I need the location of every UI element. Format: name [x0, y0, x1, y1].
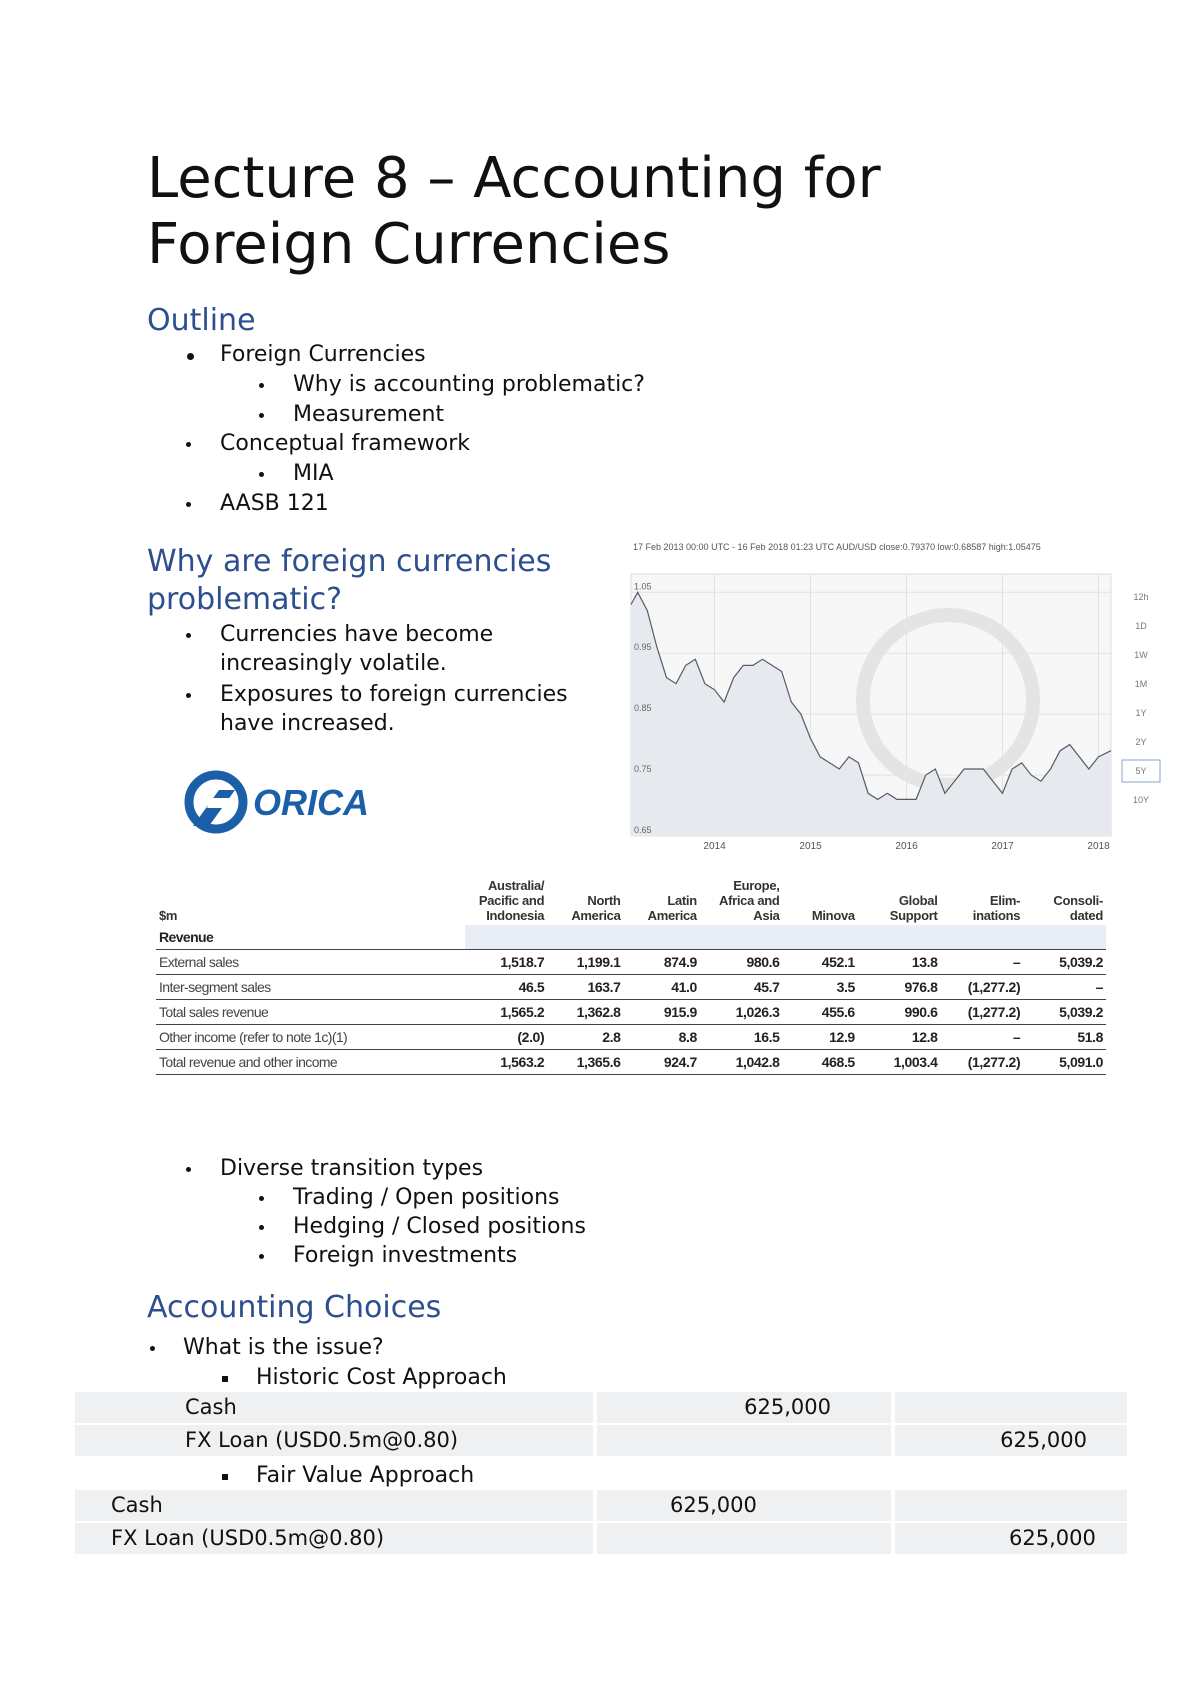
table-cell: 980.6: [700, 950, 783, 975]
x-tick-label: 2017: [991, 841, 1014, 852]
table-cell: (1,277.2): [941, 1000, 1024, 1025]
page-title: Lecture 8 – Accounting for Foreign Currencies: [147, 146, 881, 277]
x-tick-label: 2018: [1087, 841, 1110, 852]
col-header: $m: [159, 908, 178, 923]
bullet-icon: [186, 633, 191, 638]
range-button[interactable]: 12h: [1133, 592, 1149, 602]
why-item: Exposures to foreign currencies have increased.: [220, 682, 568, 736]
outline-item: AASB 121: [220, 491, 329, 516]
table-cell: 16.5: [700, 1025, 783, 1050]
table-cell: 915.9: [624, 1000, 700, 1025]
table-cell: 46.5: [465, 975, 548, 1000]
journal-account: Cash: [111, 1493, 163, 1517]
chart-caption: 17 Feb 2013 00:00 UTC - 16 Feb 2018 01:23 UTC AUD/USD close:0.79370 low:0.68587 high:1.05475: [633, 542, 1041, 552]
table-cell: –: [941, 950, 1024, 975]
table-row: [156, 975, 1106, 1000]
table-row: [156, 1025, 1106, 1050]
bullet-icon: [222, 1474, 228, 1480]
row-label: Total sales revenue: [156, 1000, 465, 1025]
bullet-icon: [187, 353, 194, 360]
transition-subitem: Hedging / Closed positions: [293, 1214, 586, 1239]
outline-subitem: MIA: [293, 461, 334, 486]
table-cell: 1,365.6: [547, 1050, 623, 1075]
table-cell: 45.7: [700, 975, 783, 1000]
table-cell: 1,565.2: [465, 1000, 548, 1025]
bullet-icon: [222, 1376, 228, 1382]
table-cell: (2.0): [465, 1025, 548, 1050]
table-cell: 5,039.2: [1023, 1000, 1106, 1025]
table-cell: 1,003.4: [858, 1050, 941, 1075]
outline-item: Conceptual framework: [220, 431, 470, 456]
table-cell: 5,091.0: [1023, 1050, 1106, 1075]
row-label: Inter-segment sales: [156, 975, 465, 1000]
table-cell: 1,042.8: [700, 1050, 783, 1075]
table-cell: 12.9: [783, 1025, 858, 1050]
table-cell: (1,277.2): [941, 975, 1024, 1000]
range-button[interactable]: 10Y: [1132, 795, 1150, 805]
table-cell: 13.8: [858, 950, 941, 975]
range-button[interactable]: 1W: [1134, 650, 1148, 660]
journal-account: FX Loan (USD0.5m@0.80): [185, 1428, 459, 1452]
col-header: Elim-inations: [972, 893, 1021, 923]
table-cell: 1,362.8: [547, 1000, 623, 1025]
transition-item: Diverse transition types: [220, 1156, 484, 1181]
table-cell: 990.6: [858, 1000, 941, 1025]
bullet-icon: [186, 1167, 191, 1172]
table-cell: 2.8: [547, 1025, 623, 1050]
table-cell: 1,199.1: [547, 950, 623, 975]
col-header: Consoli-dated: [1053, 893, 1103, 923]
bullet-icon: [259, 1196, 264, 1201]
range-button[interactable]: 5Y: [1135, 766, 1147, 776]
range-button[interactable]: 1Y: [1135, 708, 1147, 718]
fair-value-approach: Fair Value Approach: [256, 1463, 475, 1488]
table-cell: 874.9: [624, 950, 700, 975]
y-tick-label: 1.05: [634, 581, 652, 592]
col-header: Minova: [811, 908, 855, 923]
range-button[interactable]: 1D: [1135, 621, 1147, 631]
orica-wordmark: ORICA: [253, 782, 369, 823]
journal-account: Cash: [185, 1395, 237, 1419]
orica-logo: [183, 768, 393, 838]
journal-debit: 625,000: [744, 1395, 831, 1419]
col-header: Australia/ Pacific and Indonesia: [478, 878, 545, 923]
journal-row: [75, 1490, 1127, 1521]
fx-chart: [628, 570, 1173, 855]
table-cell: (1,277.2): [941, 1050, 1024, 1075]
table-cell: 41.0: [624, 975, 700, 1000]
table-row: [156, 1050, 1106, 1075]
table-cell: 163.7: [547, 975, 623, 1000]
segment-table: [156, 878, 1106, 1075]
bullet-icon: [259, 383, 264, 388]
bullet-icon: [186, 502, 191, 507]
range-button[interactable]: 1M: [1134, 679, 1148, 689]
transition-subitem: Trading / Open positions: [293, 1185, 560, 1210]
journal-credit: 625,000: [1000, 1428, 1087, 1452]
table-cell: 51.8: [1023, 1025, 1106, 1050]
outline-heading: Outline: [147, 303, 256, 338]
orica-emblem-icon: [183, 768, 393, 838]
journal-row: [75, 1392, 1127, 1423]
transition-subitem: Foreign investments: [293, 1243, 518, 1268]
table-cell: 468.5: [783, 1050, 858, 1075]
bullet-icon: [186, 442, 191, 447]
why-heading: Why are foreign currencies problematic?: [147, 544, 552, 617]
choice-question: What is the issue?: [183, 1335, 384, 1360]
journal-credit: 625,000: [1009, 1526, 1096, 1550]
table-cell: 1,026.3: [700, 1000, 783, 1025]
bullet-icon: [259, 472, 264, 477]
section-label: Revenue: [156, 925, 465, 950]
bullet-icon: [259, 413, 264, 418]
table-cell: 1,563.2: [465, 1050, 548, 1075]
journal-account: FX Loan (USD0.5m@0.80): [111, 1526, 385, 1550]
y-tick-label: 0.65: [634, 825, 652, 835]
table-cell: –: [941, 1025, 1024, 1050]
x-tick-label: 2015: [799, 841, 822, 852]
outline-item: Foreign Currencies: [220, 342, 426, 367]
x-tick-label: 2014: [703, 841, 726, 852]
col-header: Global Support: [889, 893, 938, 923]
table-cell: 455.6: [783, 1000, 858, 1025]
choices-heading: Accounting Choices: [147, 1290, 442, 1325]
journal-row: [75, 1523, 1127, 1554]
table-cell: 924.7: [624, 1050, 700, 1075]
row-label: Other income (refer to note 1c)(1): [156, 1025, 465, 1050]
table-cell: 12.8: [858, 1025, 941, 1050]
y-tick-label: 0.75: [634, 764, 652, 775]
row-label: Total revenue and other income: [156, 1050, 465, 1075]
historic-approach: Historic Cost Approach: [256, 1365, 507, 1390]
journal-debit: 625,000: [670, 1493, 757, 1517]
table-cell: 3.5: [783, 975, 858, 1000]
row-label: External sales: [156, 950, 465, 975]
outline-subitem: Why is accounting problematic?: [293, 372, 645, 397]
col-header: North America: [571, 893, 621, 923]
table-cell: –: [1023, 975, 1106, 1000]
journal-row: [75, 1425, 1127, 1456]
range-button[interactable]: 2Y: [1135, 737, 1147, 747]
col-header: Latin America: [647, 893, 697, 923]
table-row: [156, 950, 1106, 975]
col-header: Europe, Africa and Asia: [718, 878, 780, 923]
table-cell: 976.8: [858, 975, 941, 1000]
x-tick-label: 2016: [895, 841, 918, 852]
why-item: Currencies have become increasingly volatile.: [220, 622, 494, 676]
outline-subitem: Measurement: [293, 402, 445, 427]
bullet-icon: [259, 1254, 264, 1259]
bullet-icon: [186, 693, 191, 698]
y-tick-label: 0.85: [634, 703, 652, 714]
table-cell: 452.1: [783, 950, 858, 975]
table-cell: 5,039.2: [1023, 950, 1106, 975]
table-cell: 1,518.7: [465, 950, 548, 975]
bullet-icon: [259, 1225, 264, 1230]
fx-chart-svg: [628, 570, 1173, 855]
table-cell: 8.8: [624, 1025, 700, 1050]
bullet-icon: [150, 1346, 155, 1351]
y-tick-label: 0.95: [634, 642, 652, 653]
table-row: [156, 1000, 1106, 1025]
